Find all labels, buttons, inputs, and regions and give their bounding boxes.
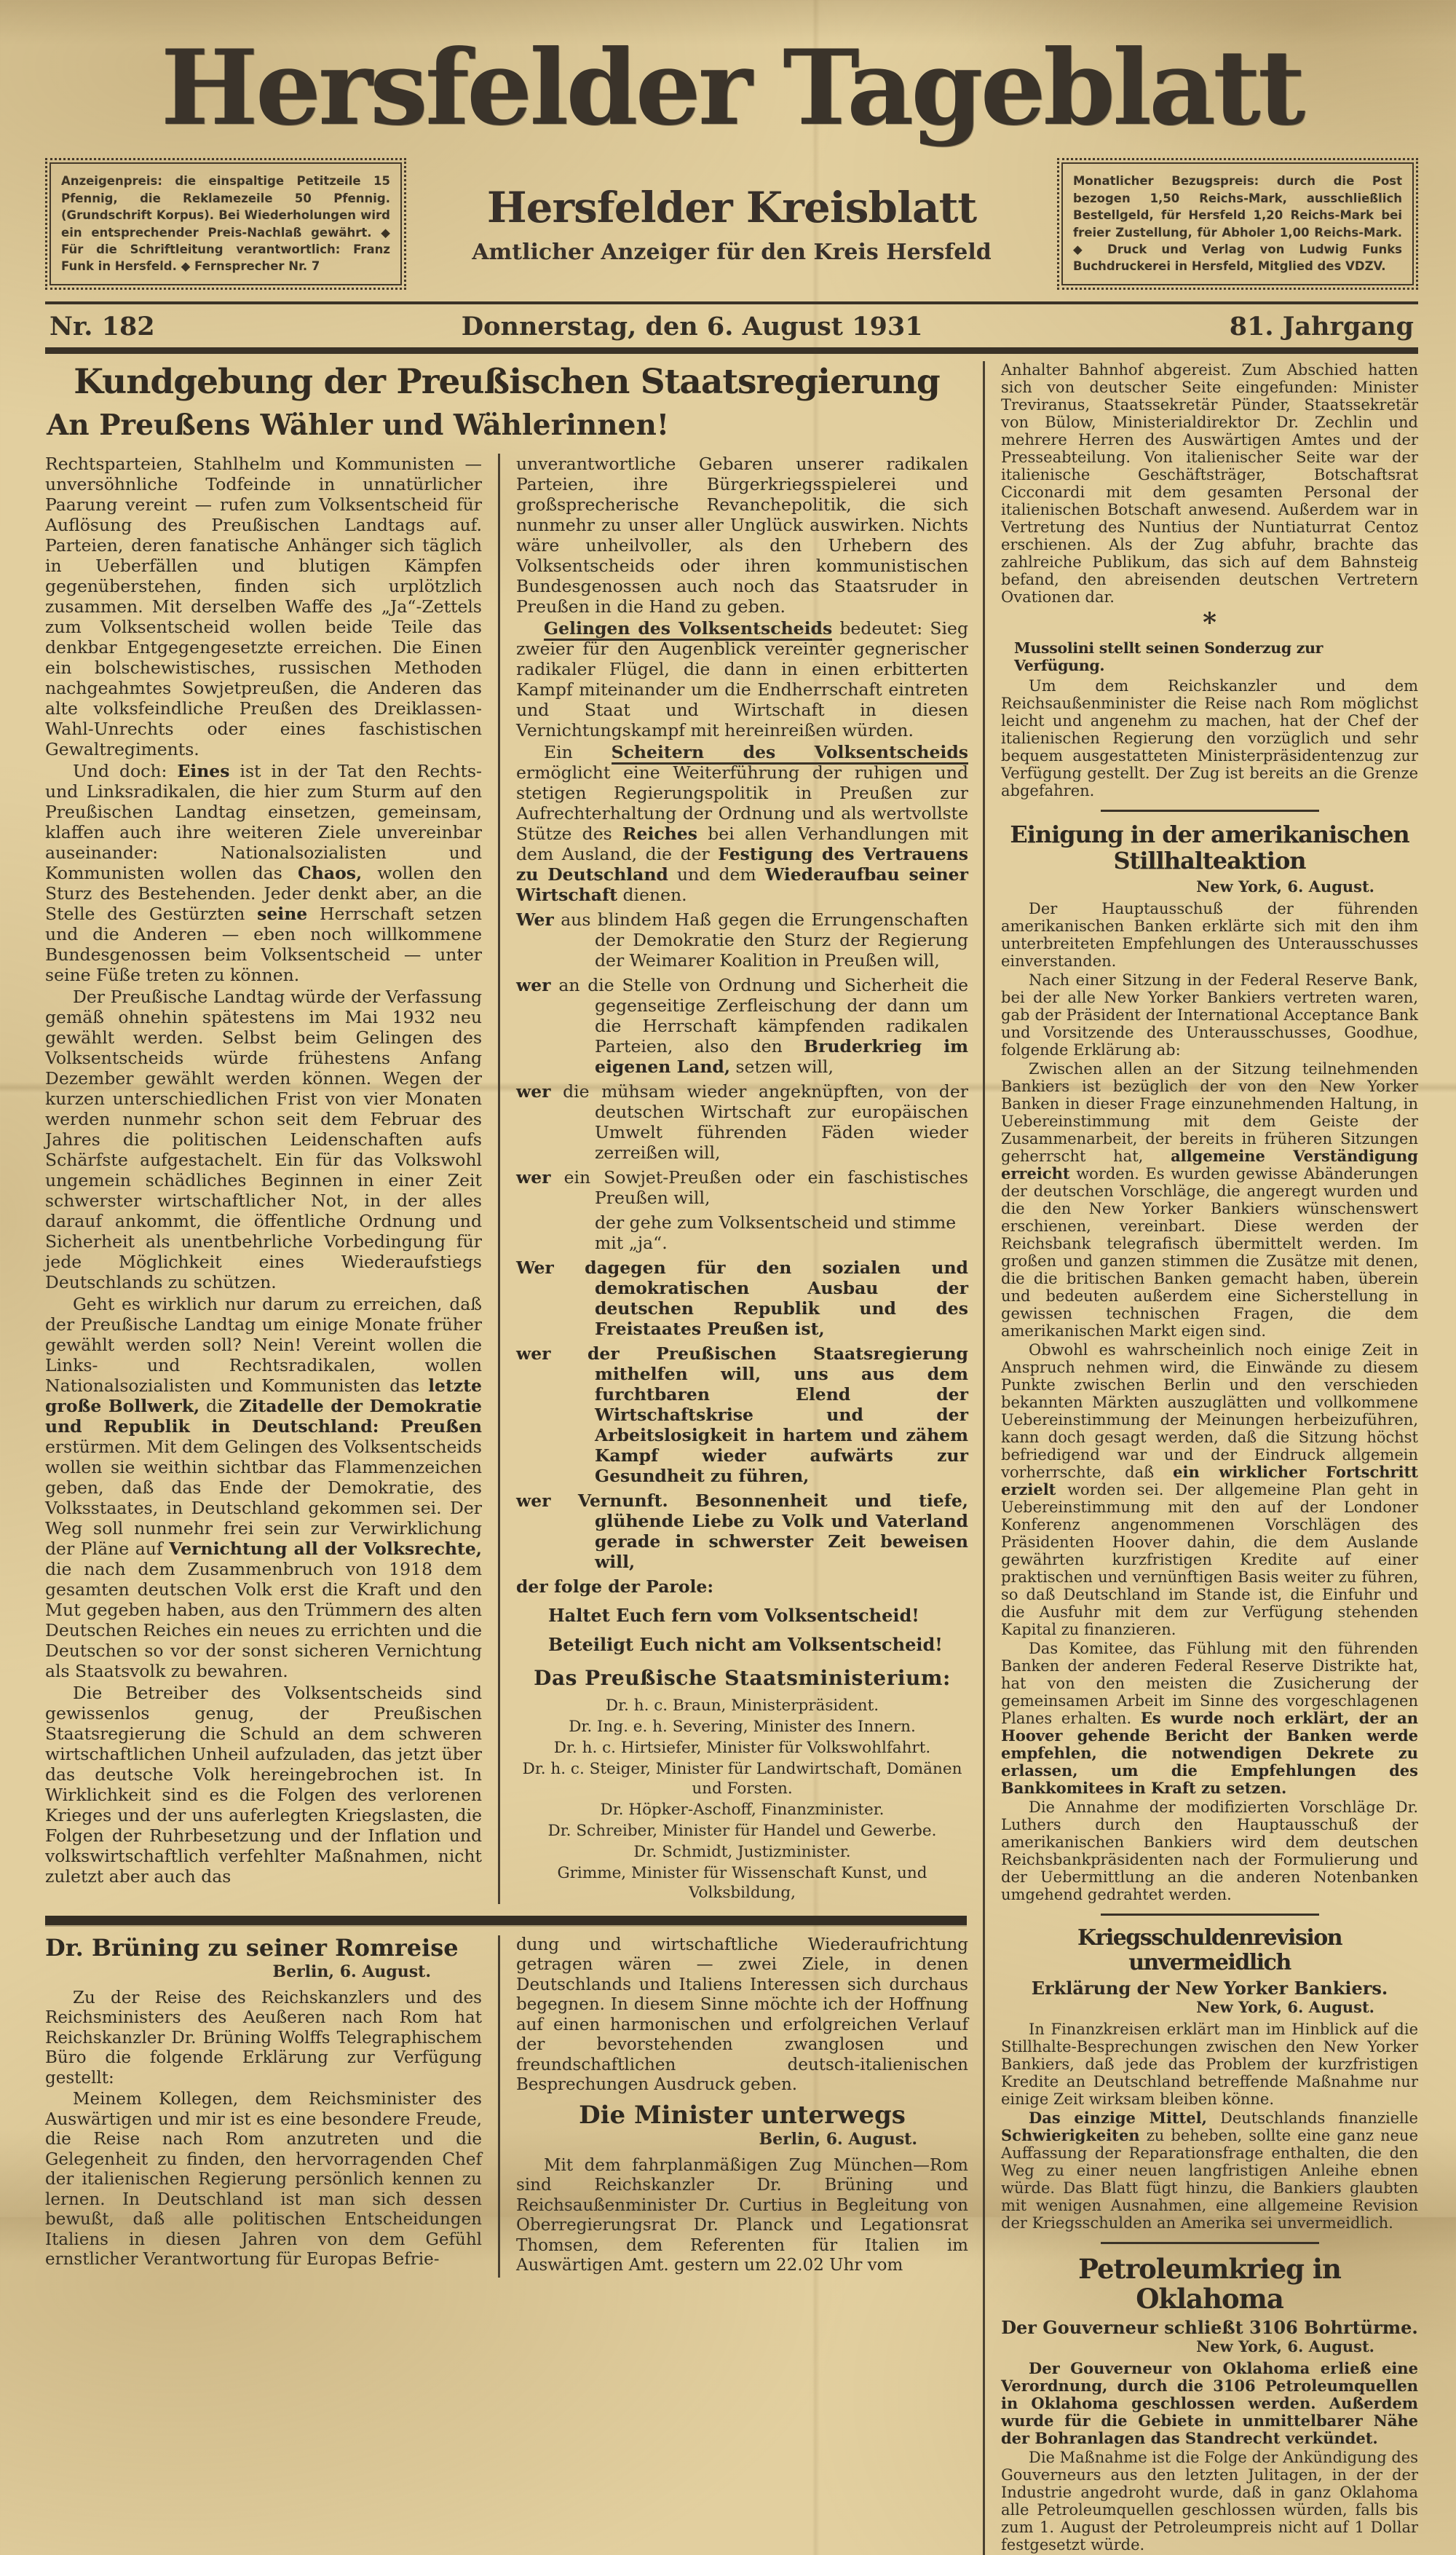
lead-column-2 bbox=[498, 454, 968, 1904]
paragraph: Der Gouverneur von Oklahoma erließ eine Verordnung, durch die 3106 Petroleumquellen in Oklahoma geschlossen werden. Außerdem wurde für die Gebiete in unmittelbarer Nähe der Bohranlagen das Standrecht verkündet. bbox=[1001, 2358, 1418, 2447]
appeal-item: wer an die Stelle von Ordnung und Sicherheit die gegenseitige Zerfleischung der dann um die Herrschaft kämpfenden radikalen Parteien, also den Bruderkrieg im eigenen Land, setzen will, bbox=[516, 974, 969, 1077]
minister-unterwegs-article bbox=[498, 1935, 968, 2278]
paragraph: In Finanzkreisen erklärt man im Hinblick auf die Stillhalte-Besprechungen zwischen den New Yorker Bankiers, daß jede das Problem der kurzfristigen Kredite an Deutschland betreffende Maßnahme nur einige Zeit wirksam bleiben könne. bbox=[1001, 2020, 1418, 2108]
ad-price-box: Anzeigenpreis: die einspaltige Petitzeile 15 Pfennig, die Reklamezeile 50 Pfennig. (Grundschrift Korpus). Bei Wiederholungen wird ein entsprechender Preis-Nachlaß gewährt. ◆ Für die Schriftleitung verantwortlich: Franz Funk in Hersfeld. ◆ Fernsprecher Nr. 7 bbox=[50, 162, 402, 285]
paragraph: Das Komitee, das Fühlung mit den führenden Banken der anderen Federal Reserve Distrikte hat, hat von den meisten die Zusicherung der gemeinsamen Arbeit im Sinne des vorgeschlagenen Planes erhalten. Es wurde noch erklärt, der an Hoover gehende Bericht der Banken werde empfehlen, die notwendigen Dekrete zu erlassen, um die Empfehlungen des Bankkomitees in Kraft zu setzen. bbox=[1001, 1640, 1418, 1798]
paragraph: Die Betreiber des Volksentscheids sind gewissenlos genug, der Preußischen Staatsregierung die Schuld an dem schweren wirtschaftlichen Unheil aufzuladen, das jetzt über das deutsche Volk hereingebrochen ist. In Wirklichkeit sind es die Folgen des verlorenen Krieges und der uns auferlegten Kriegslasten, die Folgen der Ruhrbesetzung und der Inflation und volkswirtschaftlich verfehlter Maßnahmen, nicht zuletzt aber auch das bbox=[45, 1682, 482, 1887]
paragraph: Die Maßnahme ist die Folge der Ankündigung des Gouverneurs aus den letzten Julitagen, in der der Industrie angedroht wurde, daß in ganz Oklahoma alle Petroleumquellen geschlossen würden, falls bis zum 1. August der Petroleumpreis nicht auf 1 Dollar festgesetzt würde. bbox=[1001, 2448, 1418, 2554]
paragraph: Der Preußische Landtag würde der Verfassung gemäß ohnehin spätestens im Mai 1932 neu gewählt werden. Selbst beim Gelingen des Volksentscheids würde frühestens Anfang Dezember gewählt werden können. Wegen der kurzen unterschiedlichen Frist von vier Monaten werden nunmehr schon seit dem Februar des Jahres die politischen Leidenschaften aufs Schärfste aufgestachelt. Ein für das Volkswohl ungemein schädliches Beginnen in einer Zeit schwerster wirtschaftlicher Not, in der alles darauf ankommt, die öffentliche Ordnung und Sicherheit als unentbehrliche Vorbedingung für jede Möglichkeit eines Wiederaufstiegs Deutschlands zu schützen. bbox=[45, 986, 482, 1292]
lead-column-1 bbox=[45, 454, 482, 1904]
lead-subhead: An Preußens Wähler und Wählerinnen! bbox=[47, 408, 669, 442]
paragraph: Um dem Reichskanzler und dem Reichsaußenminister die Reise nach Rom möglichst leicht und angenehm zu machen, hat der Chef der italienischen Regierung den vorzüglich und sehr bequem ausgestatteten Ministerpräsidentenzug zur Verfügung gestellt. Der Zug ist bereits an die Grenze abgefahren. bbox=[1001, 676, 1418, 799]
minister-signature: Dr. h. c. Hirtsiefer, Minister für Volkswohlfahrt. bbox=[553, 1738, 931, 1757]
appeal-item: Wer dagegen für den sozialen und demokratischen Ausbau der deutschen Republik und des Freistaates Preußen ist, bbox=[516, 1257, 968, 1339]
ministry-heading: Das Preußische Staatsministerium: bbox=[534, 1665, 951, 1690]
paragraph: Das einzige Mittel, Deutschlands finanzielle Schwierigkeiten zu beheben, sollte eine ganz neue Auffassung der Reparationsfrage enthalten, die den Weg zu einer neuen langfristigen Anleihe ebnen würde. Das Blatt fügt hinzu, die Bankiers glaubten mit wenigen Ausnahmen, eine allgemeine Revision der Kriegsschulden an Amerika sei unvermeidlich. bbox=[1001, 2108, 1418, 2232]
lead-article-columns bbox=[45, 454, 968, 1904]
appeal-item: der folge der Parole: bbox=[516, 1576, 714, 1597]
article-dateline: New York, 6. August. bbox=[1196, 877, 1374, 896]
issue-date: Donnerstag, den 6. August 1931 bbox=[461, 311, 923, 341]
article-headline: Dr. Brüning zu seiner Romreise bbox=[45, 1933, 459, 1962]
paragraph: Rechtsparteien, Stahlhelm und Kommunisten — unversöhnliche Todfeinde in unnatürlicher Paarung vereint — rufen zum Volksentscheid für Auflösung des Preußischen Landtags auf. Parteien, deren fanatische Anhänger sich täglich in Ueberfällen und blutigen Kämpfen gegenüberstehen, finden sich urplötzlich zusammen. Mit derselben Waffe des „Ja“-Zettels zum Volksentscheid wollen beide Teile das denkbar Entgegengesetzte erreichen. Die Einen ein bolschewistisches, russischen Methoden nachgeahmtes Sowjetpreußen, die Anderen das alte volksfeindliche Preußen des Dreiklassen-Wahl-Unrechts oder eines faschistischen Gewaltregiments. bbox=[45, 453, 482, 759]
article-divider bbox=[1101, 810, 1319, 812]
kreisblatt-block bbox=[419, 183, 1044, 265]
paragraph: Die Annahme der modifizierten Vorschläge Dr. Luthers durch den Hauptausschuß der amerikanischen Bankiers wird dem deutschen Reichsbankpräsidenten nach der Formulierung und der Uebermittlung an die anderen Notenbanken umgehend gedrahtet werden. bbox=[1001, 1798, 1418, 1904]
article-dateline: New York, 6. August. bbox=[1196, 1997, 1374, 2016]
volume-number: 81. Jahrgang bbox=[1229, 311, 1414, 341]
paragraph: Mit dem fahrplanmäßigen Zug München—Rom sind Reichskanzler Dr. Brüning und Reichsaußenminister Dr. Curtius in Begleitung von Oberregierungsrat Dr. Planck und Legationsrat Thomsen, dem Referenten für Italien im Auswärtigen Amt. gestern um 22.02 Uhr vom bbox=[516, 2155, 968, 2275]
minister-signature: Grimme, Minister für Wissenschaft Kunst, und Volksbildung, bbox=[557, 1863, 927, 1902]
right-column bbox=[983, 361, 1418, 2555]
kreisblatt-subtitle: Amtlicher Anzeiger für den Kreis Hersfeld bbox=[472, 240, 992, 266]
subscription-price-box: Monatlicher Bezugspreis: durch die Post bezogen 1,50 Reichs-Mark, ausschließlich Bestellgeld, für Hersfeld 1,20 Reichs-Mark bei freier Zustellung, für Abholer 1,00 Reichs-Mark. ◆ Druck und Verlag von Ludwig Funks Buchdruckerei in Hersfeld, Mitglied des VDZV. bbox=[1061, 162, 1414, 285]
paragraph: Nach einer Sitzung in der Federal Reserve Bank, bei der alle New Yorker Bankiers vertreten waren, gab der Präsident der International Acceptance Bank und Vorsitzende des Unterausschusses, Goodhue, folgende Erklärung ab: bbox=[1001, 971, 1418, 1059]
paragraph: Gelingen des Volksentscheids bedeutet: Sieg zweier für den Augenblick vereinter gegnerischer radikaler Flügel, die dann in einen erbitterten Kampf miteinander um die Endherrschaft eintreten und Staat und Wirtschaft in diesen Vernichtungskampf mit hereinreißen würden. bbox=[516, 617, 968, 741]
article-dateline: New York, 6. August. bbox=[1196, 2337, 1374, 2355]
mussolini-lead: Mussolini stellt seinen Sonderzug zur Verfügung. bbox=[1014, 639, 1324, 674]
article-headline: Kriegsschuldenrevision unvermeidlich bbox=[1077, 1925, 1342, 1976]
paragraph: Meinem Kollegen, dem Reichsminister des Auswärtigen und mir ist es eine besondere Freude, die Reise nach Rom anzutreten und die Gelegenheit zu finden, den hervorragenden Chef der italienischen Regierung persönlich kennen zu lernen. In Deutschland ist man sich dessen bewußt, daß alle politischen Entscheidungen Italiens in diesen Jahren von dem Gefühl ernstlicher Verantwortung für Europas Befrie- bbox=[45, 2090, 482, 2270]
slogan-line: Beteiligt Euch nicht am Volksentscheid! bbox=[548, 1633, 943, 1655]
paragraph: Anhalter Bahnhof abgereist. Zum Abschied hatten sich von deutscher Seite eingefunden: Minister Treviranus, Staatssekretär Pünder, Staatssekretär von Bülow, Ministerialdirektor Dr. Zechlin und mehrere Herren des Auswärtigen Amtes und der Presseabteilung. Von italienischer Seite war der italienische Geschäftsträger, Botschaftsrat Cicconardi mit dem gesamten Personal der italienischen Botschaft anwesend. Außerdem war in Vertretung des Nuntius der Nuntiaturrat Centoz erschienen. Als der Zug abfuhr, brachte das zahlreiche Publikum, das sich auf dem Bahnsteig befand, den abreisenden deutschen Vertretern Ovationen dar. bbox=[1001, 360, 1418, 606]
minister-signature: Dr. Schreiber, Minister für Handel und Gewerbe. bbox=[547, 1821, 937, 1840]
article-dateline: Berlin, 6. August. bbox=[759, 2130, 917, 2149]
bruening-article bbox=[45, 1935, 482, 2278]
article-subhead: Der Gouverneur schließt 3106 Bohrtürme. bbox=[1001, 2316, 1418, 2338]
appeal-item: Wer aus blindem Haß gegen die Errungenschaften der Demokratie den Sturz der Regierung der Weimarer Koalition in Preußen will, bbox=[516, 909, 968, 971]
slogan-line: Haltet Euch fern vom Volksentscheid! bbox=[548, 1604, 919, 1626]
paragraph: Zwischen allen an der Sitzung teilnehmenden Bankiers ist bezüglich der von den New Yorker Banken in dieser Frage einzunehmenden Haltung, in Uebereinstimmung mit dem Geiste der Zusammenarbeit, der bereits in früheren Sitzungen geherrscht hat, allgemeine Verständigung erreicht worden. Es wurden gewisse Abänderungen der deutschen Vorschläge, die angeregt wurden und die den New Yorker Bankiers wünschenswert erschienen, vereinbart. Diese werden der Reichsbank telegrafisch übermittelt werden. Im großen und ganzen stimmen die Zusätze mit denen, die die britischen Banken gemacht haben, überein und bedeuten außerdem eine Sicherstellung in gewissen technischen Fragen, die dem amerikanischen Markt eigen sind. bbox=[1001, 1060, 1418, 1340]
article-subhead: Erklärung der New Yorker Bankiers. bbox=[1031, 1977, 1388, 1999]
paragraph: Und doch: Eines ist in der Tat den Rechts- und Linksradikalen, die hier zum Sturm auf den Preußischen Landtag einsetzen, gemeinsam, klaffen auch ihre weiteren Ziele unvereinbar auseinander: Nationalsozialisten und Kommunisten wollen das Chaos, wollen den Sturz des Bestehenden. Jeder denkt aber, an die Stelle des Gestürzten seine Herrschaft setzen und die Anderen — eben noch willkommene Bundesgenossen beim Volksentscheid — unter seine Füße treten zu können. bbox=[45, 760, 482, 985]
main-content bbox=[45, 361, 1418, 2555]
paragraph: dung und wirtschaftliche Wiederaufrichtung getragen wären — zwei Ziele, in denen Deutschlands und Italiens Interessen sich durchaus begegnen. In diesem Sinne möchte ich der Hoffnung auf einen harmonischen und erfolgreichen Verlauf der bevorstehenden zwanglosen und freundschaftlichen deutsch-italienischen Besprechungen Ausdruck geben. bbox=[516, 1935, 968, 2095]
kreisblatt-title: Hersfelder Kreisblatt bbox=[486, 183, 977, 233]
bottom-articles bbox=[45, 1935, 968, 2278]
paragraph: Der Hauptausschuß der führenden amerikanischen Banken erklärte sich mit den ihm unterbreiteten Empfehlungen des Unterausschusses einverstanden. bbox=[1001, 900, 1418, 971]
lead-article-region bbox=[45, 361, 968, 2555]
section-divider-rule bbox=[45, 1916, 967, 1925]
appeal-item: wer die mühsam wieder angeknüpften, von der deutschen Wirtschaft zur europäischen Umwelt führenden Fäden wieder zerreißen will, bbox=[516, 1081, 968, 1163]
appeal-item: wer ein Sowjet-Preußen oder ein faschistisches Preußen will, bbox=[516, 1166, 968, 1208]
article-divider bbox=[1101, 2242, 1319, 2244]
paragraph: unverantwortliche Gebaren unserer radikalen Parteien, ihre Bürgerkriegsspielerei und großsprecherische Revanchepolitik, die sich nunmehr zu unser aller Unglück auswirken. Nichts wäre unheilvoller, als den Urhebern des Volksentscheids oder ihren kommunistischen Bundesgenossen auch noch das Staatsruder in Preußen in die Hand zu geben. bbox=[516, 453, 968, 617]
paragraph: Zu der Reise des Reichskanzlers und des Reichsministers des Aeußeren nach Rom hat Reichskanzler Dr. Brüning Wolffs Telegraphischem Büro die folgende Erklärung zur Verfügung gestellt: bbox=[45, 1988, 482, 2088]
dateline-bar bbox=[45, 301, 1418, 354]
paragraph: Geht es wirklich nur darum zu erreichen, daß der Preußische Landtag um einige Monate früher gewählt werden soll? Nein! Vereint wollen die Links- und Rechtsradikalen, wollen Nationalsozialisten und Kommunisten das letzte große Bollwerk, die Zitadelle der Demokratie und Republik in Deutschland: Preußen erstürmen. Mit dem Gelingen des Volksentscheids wollen sie weithin sichtbar das Flammenzeichen geben, daß das Ende der Demokratie, des Volksstaates, in Deutschland gekommen sei. Der Weg soll nunmehr frei sein zur Verwirklichung der Pläne auf Vernichtung all der Volksrechte, die nach dem Zusammenbruch von 1918 dem gesamten deutschen Volk erst die Kraft und den Mut gegeben haben, aus den Trümmern des alten Deutschen Reiches ein neues zu errichten und die Deutschen so vor der sonst sicheren Vernichtung als Staatsvolk zu bewahren. bbox=[45, 1293, 482, 1681]
masthead-info-row bbox=[45, 158, 1418, 290]
appeal-item: der gehe zum Volksentscheid und stimme mit „ja“. bbox=[595, 1212, 957, 1253]
article-headline: Die Minister unterwegs bbox=[579, 2100, 906, 2130]
article-headline: Einigung in der amerikanischen Stillhalteaktion bbox=[1010, 820, 1409, 874]
masthead-title: Hersfelder Tageblatt bbox=[160, 28, 1303, 149]
paragraph: Obwohl es wahrscheinlich noch einige Zeit in Anspruch nehmen wird, die Einwände zu diesem Punkte zwischen Berlin und den verschieden bekannten Märkten auszuglätten und vollkommene Uebereinstimmung der Meinungen herbeizuführen, kann doch gesagt werden, daß die Sitzung höchst befriedigend war und der Eindruck allgemein vorherrschte, daß ein wirklicher Fortschritt erzielt worden sei. Der allgemeine Plan geht in Uebereinstimmung mit den auf der Londoner Konferenz angenommenen Vorschlägen des Präsidenten Hoover dahin, die dem Auslande gewährten kurzfristigen Kredite auf einer praktischen und vernünftigen Basis weiter zu führen, so daß Deutschland im Stande ist, die Einfuhr und die Ausfuhr mit dem zur Verfügung stehenden Kapital zu finanzieren. bbox=[1001, 1341, 1418, 1639]
article-dateline: Berlin, 6. August. bbox=[272, 1962, 431, 1982]
article-divider bbox=[1101, 1914, 1319, 1916]
minister-signature: Dr. h. c. Braun, Ministerpräsident. bbox=[605, 1696, 879, 1715]
paragraph: Ein Scheitern des Volksentscheids ermöglicht eine Weiterführung der ruhigen und stetigen Regierungspolitik in Preußen zur Aufrechterhaltung der Ordnung und als wertvollste Stütze des Reiches bei allen Verhandlungen mit dem Ausland, die der Festigung des Vertrauens zu Deutschland und dem Wiederaufbau seiner Wirtschaft dienen. bbox=[516, 741, 968, 905]
minister-signature: Dr. Schmidt, Justizminister. bbox=[633, 1842, 851, 1861]
star-separator: * bbox=[1203, 607, 1216, 638]
appeal-item: wer der Preußischen Staatsregierung mithelfen will, uns aus dem furchtbaren Elend der Wirtschaftskrise und der Arbeitslosigkeit in hartem und zähem Kampf wieder aufwärts zur Gesundheit zu führen, bbox=[516, 1343, 968, 1486]
minister-signature: Dr. Höpker-Aschoff, Finanzminister. bbox=[600, 1800, 885, 1819]
lead-headline: Kundgebung der Preußischen Staatsregierung bbox=[74, 361, 940, 402]
issue-number: Nr. 182 bbox=[50, 311, 155, 341]
article-headline: Petroleumkrieg in Oklahoma bbox=[1078, 2252, 1341, 2315]
minister-signature: Dr. Ing. e. h. Severing, Minister des Innern. bbox=[569, 1717, 916, 1736]
minister-signature: Dr. h. c. Steiger, Minister für Landwirtschaft, Domänen und Forsten. bbox=[522, 1759, 962, 1798]
appeal-item: wer Vernunft. Besonnenheit und tiefe, glühende Liebe zu Volk und Vaterland gerade in schwerster Zeit beweisen will, bbox=[516, 1490, 968, 1572]
